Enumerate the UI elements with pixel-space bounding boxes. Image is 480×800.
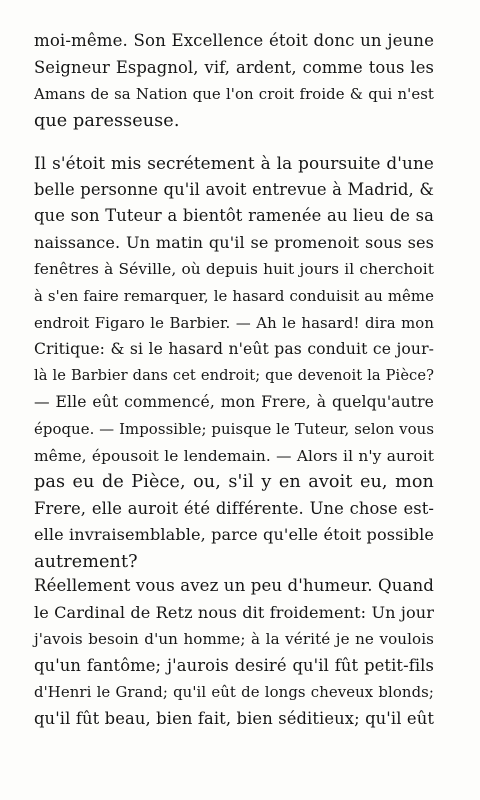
- text-line: j'avois besoin d'un homme; à la vérité je ne voulois: [34, 630, 434, 649]
- text-line: — Elle eût commencé, mon Frere, à quelqu'autre: [34, 393, 434, 412]
- text-line: moi-même. Son Excellence étoit donc un jeune: [34, 31, 434, 50]
- text-line: endroit Figaro le Barbier. — Ah le hasard! dira mon: [34, 313, 434, 332]
- text-line: Il s'étoit mis secrétement à la poursuite d'une: [34, 153, 434, 173]
- text-line: d'Henri le Grand; qu'il eût de longs cheveux blonds;: [34, 683, 434, 702]
- text-line: Frere, elle auroit été différente. Une chose est-: [34, 498, 434, 518]
- text-line: naissance. Un matin qu'il se promenoit sous ses: [34, 232, 434, 252]
- text-line: à s'en faire remarquer, le hasard conduisit au même: [34, 286, 434, 305]
- text-line: belle personne qu'il avoit entrevue à Madrid, &: [34, 179, 434, 199]
- text-line: époque. — Impossible; puisque le Tuteur, selon vous: [34, 419, 435, 438]
- text-line: le Cardinal de Retz nous dit froidement: Un jour: [34, 602, 434, 622]
- text-line: pas eu de Pièce, ou, s'il y en avoit eu, mon: [34, 472, 434, 493]
- text-line: fenêtres à Séville, où depuis huit jours il cherchoit: [34, 260, 434, 279]
- text-line: Seigneur Espagnol, vif, ardent, comme tous les: [34, 57, 434, 77]
- text-line: là le Barbier dans cet endroit; que devenoit la Pièce?: [34, 366, 434, 384]
- text-line: même, épousoit le lendemain. — Alors il n'y auroit: [34, 446, 434, 465]
- text-line: Critique: & si le hasard n'eût pas conduit ce jour-: [34, 340, 434, 359]
- text-line: elle invraisemblable, parce qu'elle étoit possible: [34, 525, 434, 545]
- paragraph-1: [34, 28, 434, 134]
- text-line: que son Tuteur a bientôt ramenée au lieu de sa: [34, 206, 434, 226]
- text-line: Réellement vous avez un peu d'humeur. Quand: [34, 576, 435, 595]
- text-line: qu'il fût beau, bien fait, bien séditieux; qu'il eût: [34, 708, 434, 728]
- paragraph-2: [34, 150, 434, 576]
- text-line: Amans de sa Nation que l'on croit froide & qui n'est: [34, 85, 434, 104]
- text-line: autrement?: [34, 551, 138, 572]
- text-line: qu'un fantôme; j'aurois desiré qu'il fût petit-fils: [34, 655, 434, 675]
- paragraph-3: [34, 573, 434, 733]
- text-line: que paresseuse.: [34, 110, 180, 131]
